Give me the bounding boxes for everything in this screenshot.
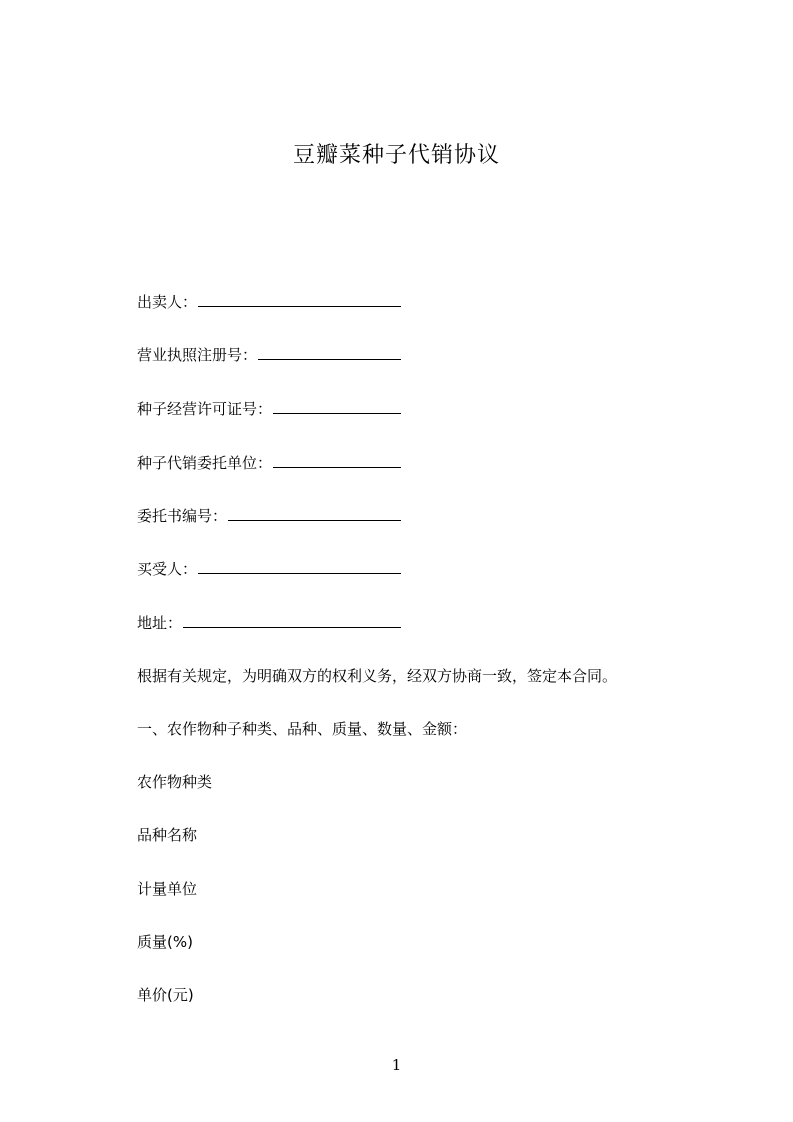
address-label: 地址： bbox=[137, 614, 183, 632]
item-variety-name: 品种名称 bbox=[137, 826, 198, 844]
document-title: 豆瓣菜种子代销协议 bbox=[292, 143, 500, 168]
business-license-field bbox=[137, 344, 401, 366]
address-blank bbox=[183, 612, 401, 628]
buyer-field bbox=[137, 558, 401, 580]
item-crop-type: 农作物种类 bbox=[137, 773, 213, 791]
business-license-label: 营业执照注册号： bbox=[137, 346, 258, 364]
seed-permit-field bbox=[137, 398, 401, 420]
address-field bbox=[137, 612, 401, 634]
intro-paragraph: 根据有关规定，为明确双方的权利义务，经双方协商一致，签定本合同。 bbox=[137, 667, 618, 685]
item-quality: 质量(%) bbox=[137, 933, 193, 951]
buyer-label: 买受人： bbox=[137, 560, 198, 578]
section-1-heading: 一、农作物种子种类、品种、质量、数量、金额： bbox=[137, 720, 468, 738]
seed-permit-label: 种子经营许可证号： bbox=[137, 400, 273, 418]
commission-number-blank bbox=[228, 505, 401, 521]
buyer-blank bbox=[198, 558, 401, 574]
consignor-unit-label: 种子代销委托单位： bbox=[137, 454, 273, 472]
commission-number-field bbox=[137, 505, 401, 527]
page-number: 1 bbox=[391, 1056, 402, 1074]
business-license-blank bbox=[258, 344, 401, 360]
commission-number-label: 委托书编号： bbox=[137, 507, 228, 525]
consignor-unit-blank bbox=[273, 452, 401, 468]
seller-label: 出卖人： bbox=[137, 293, 198, 311]
item-unit: 计量单位 bbox=[137, 880, 198, 898]
seller-field bbox=[137, 291, 401, 313]
consignor-unit-field bbox=[137, 452, 401, 474]
seller-blank bbox=[198, 291, 401, 307]
item-unit-price: 单价(元) bbox=[137, 986, 194, 1004]
seed-permit-blank bbox=[273, 398, 401, 414]
